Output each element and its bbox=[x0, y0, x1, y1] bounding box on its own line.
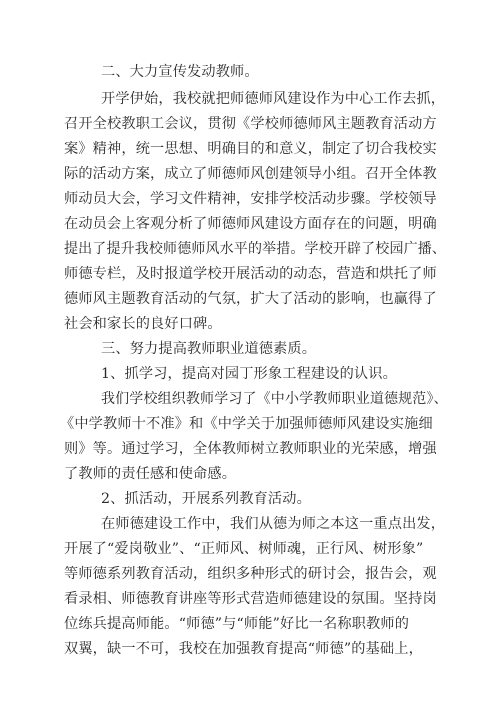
paragraph-line: 召开全校教职工会议，贯彻《学校师德师风主题教育活动方 bbox=[64, 116, 437, 132]
subsection-heading-1: 1、抓学习，提高对园丁形象工程建设的认识。 bbox=[101, 366, 397, 382]
paragraph-line: 则》等。通过学习，全体教师树立教师职业的光荣感，增强 bbox=[64, 441, 437, 457]
section-heading-3: 三、努力提高教师职业道德素质。 bbox=[101, 341, 317, 357]
paragraph-line: 德师风主题教育活动的气氛，扩大了活动的影响，也赢得了 bbox=[64, 291, 437, 307]
paragraph-line: 等师德系列教育活动，组织多种形式的研讨会，报告会，观 bbox=[64, 566, 437, 582]
paragraph-line: 社会和家长的良好口碑。 bbox=[64, 316, 222, 332]
paragraph-line: 我们学校组织教师学习了《中小学教师职业道德规范》、 bbox=[101, 391, 448, 407]
paragraph-line: 开学伊始，我校就把师德师风建设作为中心工作去抓， bbox=[101, 91, 446, 107]
paragraph-line: 开展了“爱岗敬业”、“正师风、树师魂，正行风、树形象” bbox=[64, 541, 424, 557]
paragraph-line: 看录相、师德教育讲座等形式营造师德建设的氛围。坚持岗 bbox=[64, 591, 437, 607]
paragraph-line: 师德专栏，及时报道学校开展活动的动态，营造和烘托了师 bbox=[64, 266, 437, 282]
paragraph-line: 案》精神，统一思想、明确目的和意义，制定了切合我校实 bbox=[64, 141, 437, 157]
paragraph-line: 在师德建设工作中，我们从德为师之本这一重点出发， bbox=[101, 516, 446, 532]
paragraph-line: 了教师的责任感和使命感。 bbox=[64, 466, 237, 482]
paragraph-line: 《中学教师十不准》和《中学关于加强师德师风建设实施细 bbox=[60, 416, 433, 432]
paragraph-line: 双翼，缺一不可，我校在加强教育提高“师德”的基础上， bbox=[64, 641, 423, 657]
paragraph-line: 际的活动方案，成立了师德师风创建领导小组。召开全体教 bbox=[64, 166, 437, 182]
paragraph-line: 位练兵提高师能。“师德”与“师能”好比一名称职教师的 bbox=[64, 616, 410, 632]
paragraph-line: 师动员大会，学习文件精神，安排学校活动步骤。学校领导 bbox=[64, 191, 437, 207]
section-heading-2: 二、大力宣传发动教师。 bbox=[101, 64, 259, 80]
subsection-heading-2: 2、抓活动，开展系列教育活动。 bbox=[101, 491, 311, 507]
paragraph-line: 提出了提升我校师德师风水平的举措。学校开辟了校园广播、 bbox=[64, 241, 447, 257]
paragraph-line: 在动员会上客观分析了师德师风建设方面存在的问题，明确 bbox=[64, 216, 437, 232]
